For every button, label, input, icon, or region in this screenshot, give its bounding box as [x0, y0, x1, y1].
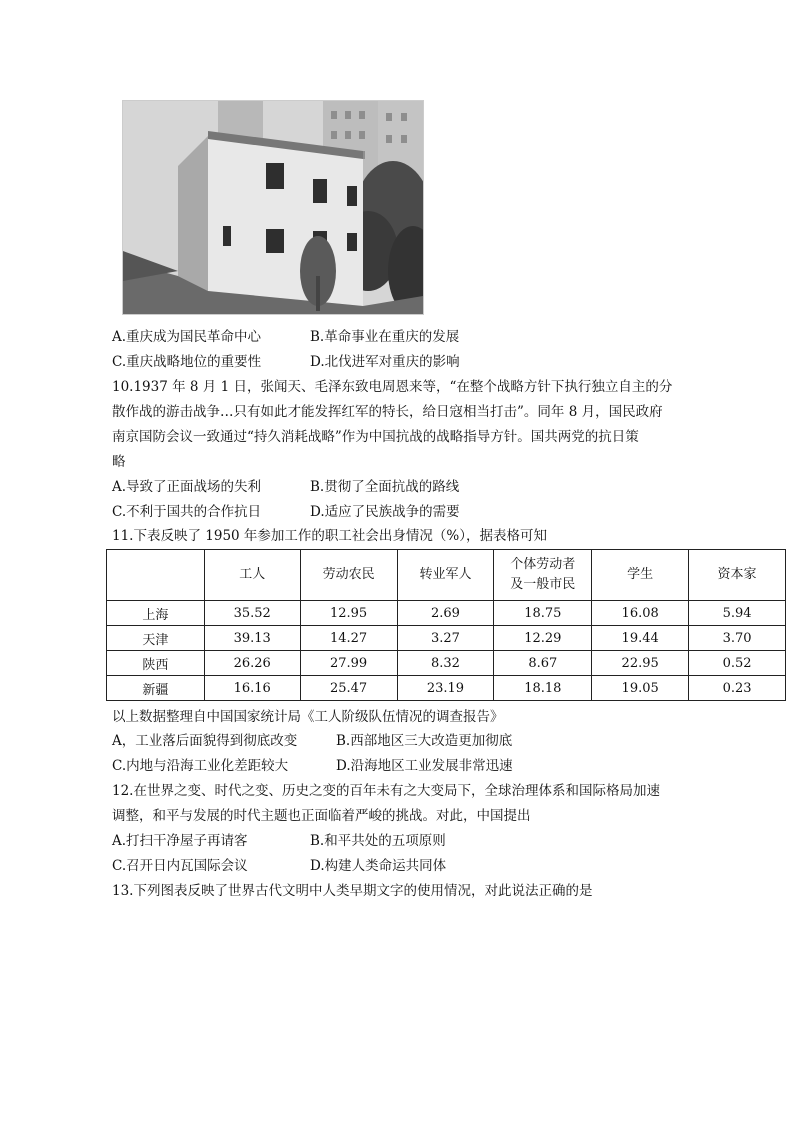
table-cell: 16.08: [592, 601, 689, 626]
table-cell: 新疆: [107, 676, 205, 701]
q12-option-b: B.和平共处的五项原则: [310, 833, 446, 849]
q13-stem: 13.下列图表反映了世界古代文明中人类早期文字的使用情况，对此说法正确的是: [112, 883, 593, 899]
q9-option-d: D.北伐进军对重庆的影响: [310, 354, 460, 370]
q12-stem-line-2: 调整，和平与发展的时代主题也正面临着严峻的挑战。对此，中国提出: [112, 808, 531, 824]
q10-option-c: C.不利于国共的合作抗日: [112, 504, 262, 520]
table-header-corner: [107, 550, 205, 601]
table-header-peasants: 劳动农民: [300, 550, 397, 601]
table-header-veterans: 转业军人: [397, 550, 494, 601]
table-cell: 22.95: [592, 651, 689, 676]
q11-option-a: A，工业落后面貌得到彻底改变: [112, 733, 298, 749]
table-header-workers: 工人: [204, 550, 300, 601]
table-cell: 0.52: [689, 651, 786, 676]
table-row: [107, 651, 786, 676]
table-cell: 35.52: [204, 601, 300, 626]
table-cell: 27.99: [300, 651, 397, 676]
q10-stem-line-1: 10.1937 年 8 月 1 日，张闻天、毛泽东致电周恩来等，“在整个战略方针下执行独立自主的分: [112, 379, 673, 395]
table-cell: 18.18: [494, 676, 592, 701]
table-cell: 2.69: [397, 601, 494, 626]
table-cell: 18.75: [494, 601, 592, 626]
table-cell: 25.47: [300, 676, 397, 701]
table-cell: 26.26: [204, 651, 300, 676]
table-cell: 3.27: [397, 626, 494, 651]
table-cell: 12.29: [494, 626, 592, 651]
table-cell: 天津: [107, 626, 205, 651]
q10-option-b: B.贯彻了全面抗战的路线: [310, 479, 460, 495]
q10-option-a: A.导致了正面战场的失利: [112, 479, 262, 495]
q12-option-a: A.打扫干净屋子再请客: [112, 833, 248, 849]
table-header-individual-laborers: 个体劳动者 及一般市民: [494, 550, 592, 601]
table-cell: 3.70: [689, 626, 786, 651]
q10-option-d: D.适应了民族战争的需要: [310, 504, 460, 520]
table-row: [107, 626, 786, 651]
table-cell: 12.95: [300, 601, 397, 626]
q11-stem: 11.下表反映了 1950 年参加工作的职工社会出身情况（%），据表格可知: [112, 528, 547, 544]
q11-option-d: D.沿海地区工业发展非常迅速: [336, 758, 513, 774]
q12-stem-line-1: 12.在世界之变、时代之变、历史之变的百年未有之大变局下，全球治理体系和国际格局加速: [112, 783, 660, 799]
table-cell: 陕西: [107, 651, 205, 676]
worker-origin-table: [106, 549, 786, 701]
building-photo: [122, 100, 424, 315]
table-cell: 8.67: [494, 651, 592, 676]
table-row: [107, 601, 786, 626]
table-cell: 23.19: [397, 676, 494, 701]
q11-source-note: 以上数据整理自中国国家统计局《工人阶级队伍情况的调查报告》: [112, 709, 504, 725]
q10-stem-line-4: 略: [112, 454, 126, 470]
table-cell: 上海: [107, 601, 205, 626]
building-illustration: [123, 101, 423, 314]
table-cell: 5.94: [689, 601, 786, 626]
table-cell: 19.05: [592, 676, 689, 701]
table-cell: 16.16: [204, 676, 300, 701]
table-cell: 14.27: [300, 626, 397, 651]
q9-option-a: A.重庆成为国民革命中心: [112, 329, 262, 345]
q9-option-b: B.革命事业在重庆的发展: [310, 329, 460, 345]
q11-option-b: B.西部地区三大改造更加彻底: [336, 733, 513, 749]
q12-option-c: C.召开日内瓦国际会议: [112, 858, 248, 874]
q10-stem-line-3: 南京国防会议一致通过“持久消耗战略”作为中国抗战的战略指导方针。国共两党的抗日策: [112, 429, 639, 445]
table-header-row: [107, 550, 786, 601]
q12-option-d: D.构建人类命运共同体: [310, 858, 447, 874]
q11-option-c: C.内地与沿海工业化差距较大: [112, 758, 289, 774]
table-cell: 0.23: [689, 676, 786, 701]
q9-option-c: C.重庆战略地位的重要性: [112, 354, 262, 370]
table-cell: 8.32: [397, 651, 494, 676]
table-header-capitalists: 资本家: [689, 550, 786, 601]
q10-stem-line-2: 散作战的游击战争…只有如此才能发挥红军的特长，给日寇相当打击”。同年 8 月，国民政府: [112, 404, 663, 420]
table-cell: 39.13: [204, 626, 300, 651]
table-cell: 19.44: [592, 626, 689, 651]
table-row: [107, 676, 786, 701]
table-header-students: 学生: [592, 550, 689, 601]
